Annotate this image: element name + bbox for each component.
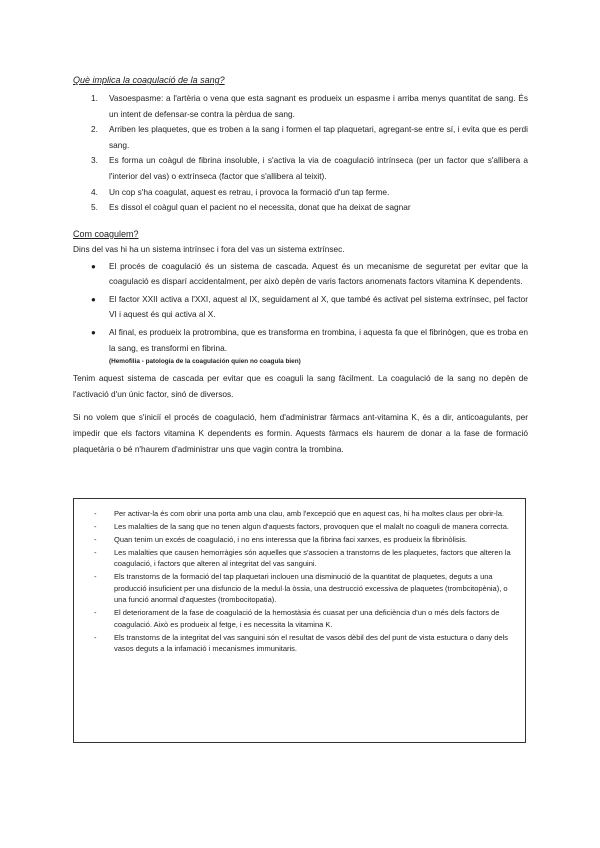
bullet-icon: ● <box>91 327 96 337</box>
list-item: 2. Arriben les plaquetes, que es troben a la sang i formen el tap plaquetari, agregant-se entre sí, i evita que es perdi sang. <box>91 124 528 150</box>
list-item: 4. Un cop s'ha coagulat, aquest es retrau, i provoca la formació d'un tap ferme. <box>91 186 390 197</box>
section-how-we-coagulate <box>73 228 528 457</box>
list-item: - Els transtorns de la integritat del vas sanguini són el resultat de vasos dèbil des del punt de vista estuctura o dany dels vasos deguts a la infamació i mecanismes immunitaris. <box>94 632 508 654</box>
list-item: 1. Vasoespasme: a l'artèria o vena que esta sagnant es produeix un espasme i arriba menys quantitat de sang. És un intent de defensar-se contra la pèrdua de sang. <box>91 93 528 119</box>
bullet-list <box>73 259 528 368</box>
list-item: 3. Es forma un coàgul de fibrina insoluble, i s'activa la via de coagulació intrínseca (per un factor que s'allibera a l'interior del vas) o extrínseca (factor que s'allibera al teixit). <box>91 155 528 181</box>
list-item: - Les malalties que causen hemorràgies són aquelles que s'associen a transtorns de les plaquetes, factors que alteren la coagulació, i factors que alteren al integritat del vas sanguini. <box>94 548 511 569</box>
bullet-icon: ● <box>91 261 96 271</box>
list-item: - Els transtorns de la formació del tap plaquetari inclouen una disminució de la quantitat de plaquetes, deguts a una producció insuficient per una disfuncio de la medul·la òssia, una destrucció excessiva de plaquetes (trombcitopènia), o una funció anormal d'aquestes (trombocitopatia). <box>94 572 508 605</box>
list-item: 5. Es dissol el coàgul quan el pacient no el necessita, donat que ha deixat de sagnar <box>91 202 411 213</box>
section-title-how: Com coagulem? <box>73 229 139 239</box>
list-item: - Quan tenim un excés de coagulació, i no ens interessa que la fibrina faci xarxes, es produeix la fibrinòlisis. <box>94 535 468 544</box>
list-item: ● El factor XXII activa a l'XXI, aquest al IX, seguidament al X, que també és activat pel sistema extrínsec, pel factor VI i aquest és qui activa al X. <box>91 293 528 320</box>
notes-list <box>94 508 511 654</box>
list-item: - Per activar-la és com obrir una porta amb una clau, amb l'excepció que en aquest cas, hi ha moltes claus per obrir-la. <box>94 509 504 518</box>
list-item: ● Al final, es produeix la protrombina, que es transforma en trombina, i aquesta fa que el fibrinògen, que es troba en la sang, es transformi en fibrina. (Hemofilia - patología de la coagulación quien no coagula bien) <box>91 326 528 366</box>
hemophilia-note: (Hemofilia - patología de la coagulación quien no coagula bien) <box>109 358 301 366</box>
steps-list <box>73 91 528 216</box>
intro-paragraph: Dins del vas hi ha un sistema intrínsec i fora del vas un sistema extrínsec. <box>73 244 345 254</box>
notes-box <box>73 498 526 743</box>
list-item: ● El procés de coagulació és un sistema de cascada. Aquest és un mecanisme de seguretat per evitar que la coagulació es disparí accidentalment, per això depèn de varis factors anomenats factors vitamina K dependents. <box>91 260 528 287</box>
cascade-paragraph: Tenim aquest sistema de cascada per evitar que es coaguli la sang fàcilment. La coagulació de la sang no depèn de l'activació d'un únic factor, sinó de diversos. <box>73 373 528 399</box>
section-coagulation-implications <box>73 74 528 216</box>
section-title-implications: Què implica la coagulació de la sang? <box>73 75 225 85</box>
list-item: - El deteriorament de la fase de coagulació de la hemostàsia és cuasat per una deficiència d'un o més dels factors de coagulació. Això es produeix al fetge, i es necessita la vitamina K. <box>94 608 500 629</box>
anticoagulant-paragraph: Si no volem que s'iniciï el procés de coagulació, hem d'administrar fàrmacs ant-vitamina K, és a dir, anticoagulants, per impedir que els factors vitamina K dependents es formin. Aquests fàrmacs els haurem de donar a la fase de formació plaquetària o bé n'haurem d'administrar uns que vagin contra la trombina. <box>73 412 528 454</box>
bullet-icon: ● <box>91 294 96 304</box>
list-item: - Les malalties de la sang que no tenen algun d'aquests factors, provoquen que el malalt no coaguli de manera correcta. <box>94 522 510 531</box>
